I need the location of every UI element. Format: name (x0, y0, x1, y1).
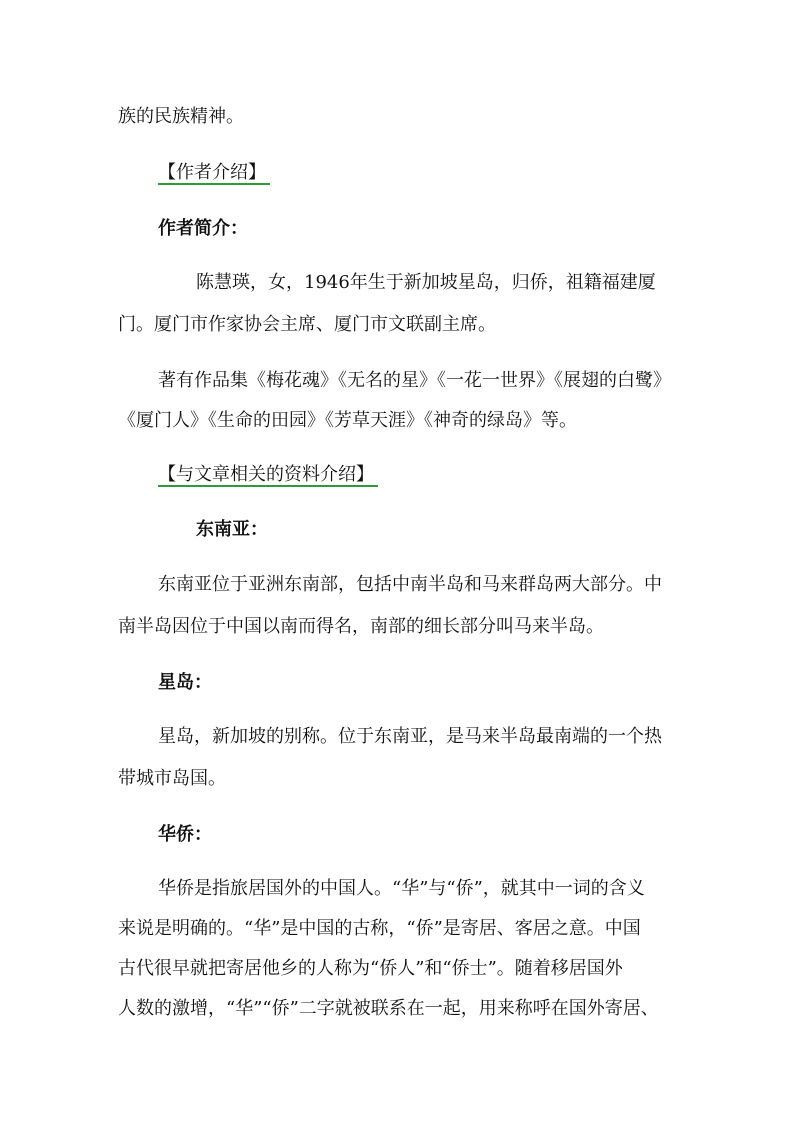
subheading-southeast-asia: 东南亚： (196, 519, 268, 540)
paragraph-line: 陈慧瑛，女，1946年生于新加坡星岛，归侨，祖籍福建厦 (196, 272, 656, 293)
section-heading-related-text: 【与文章相关的资料介绍】 (158, 464, 378, 487)
paragraph-line: 人数的激增，“华”“侨”二字就被联系在一起，用来称呼在国外寄居、 (118, 998, 659, 1019)
section-heading-author-text: 【作者介绍】 (158, 162, 270, 185)
section-heading-author (158, 161, 270, 185)
subheading-star-island: 星岛： (158, 672, 212, 693)
paragraph-line: 门。厦门市作家协会主席、厦门市文联副主席。 (118, 314, 496, 335)
section-heading-related (158, 463, 378, 487)
paragraph-line: 东南亚位于亚洲东南部，包括中南半岛和马来群岛两大部分。中 (158, 574, 662, 595)
paragraph-line: 族的民族精神。 (118, 106, 244, 127)
paragraph-line: 华侨是指旅居国外的中国人。“华”与“侨”，就其中一词的含义 (158, 878, 645, 899)
paragraph-line: 南半岛因位于中国以南而得名，南部的细长部分叫马来半岛。 (118, 616, 604, 637)
subheading-overseas-chinese: 华侨： (158, 824, 212, 845)
paragraph-line: 星岛，新加坡的别称。位于东南亚，是马来半岛最南端的一个热 (158, 726, 662, 747)
paragraph-line: 古代很早就把寄居他乡的人称为“侨人”和“侨士”。随着移居国外 (118, 958, 623, 979)
subheading-author-brief: 作者简介： (158, 218, 248, 239)
paragraph-line: 《厦门人》《生命的田园》《芳草天涯》《神奇的绿岛》等。 (118, 410, 577, 431)
paragraph-line: 带城市岛国。 (118, 768, 226, 789)
paragraph-line: 著有作品集《梅花魂》《无名的星》《一花一世界》《展翅的白鹭》 (158, 370, 671, 391)
paragraph-line: 来说是明确的。“华”是中国的古称，“侨”是寄居、客居之意。中国 (118, 918, 641, 939)
